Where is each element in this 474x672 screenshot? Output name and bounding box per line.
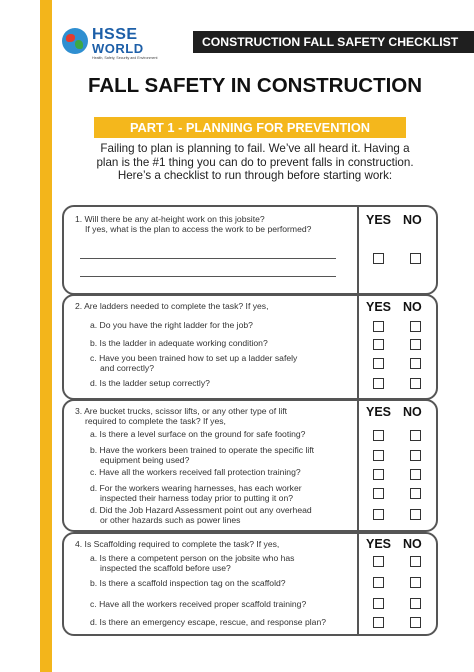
question-1 bbox=[75, 215, 311, 234]
sub-question bbox=[90, 484, 302, 503]
no-header: NO bbox=[403, 213, 422, 227]
sub-question-text: b. Have the workers been trained to operate the specific lift bbox=[90, 445, 315, 455]
yes-checkbox[interactable] bbox=[373, 430, 384, 441]
question-4: 4. Is Scaffolding required to complete the task? If yes, bbox=[75, 539, 280, 549]
sub-question bbox=[90, 554, 294, 573]
yes-checkbox[interactable] bbox=[373, 509, 384, 520]
yes-checkbox[interactable] bbox=[373, 253, 384, 264]
checklist-section-2 bbox=[62, 294, 438, 400]
no-checkbox[interactable] bbox=[410, 253, 421, 264]
intro-line: plan is the #1 thing you can do to prevent falls in construction. bbox=[96, 155, 414, 169]
sub-question: d. Is there an emergency escape, rescue, and response plan? bbox=[90, 617, 326, 627]
sub-question: d. Is the ladder setup correctly? bbox=[90, 378, 210, 388]
checklist-section-1 bbox=[62, 205, 438, 295]
question-text: required to complete the task? If yes, bbox=[85, 415, 226, 426]
no-checkbox[interactable] bbox=[410, 509, 421, 520]
sub-question-text: d. For the workers wearing harnesses, has each worker bbox=[90, 483, 302, 493]
sub-question: b. Is there a scaffold inspection tag on the scaffold? bbox=[90, 578, 286, 588]
sub-question-text: a. Is there a competent person on the jobsite who has bbox=[90, 553, 295, 563]
logo-line-1: HSSE bbox=[92, 26, 138, 43]
no-header: NO bbox=[403, 405, 422, 419]
sub-question-text: and correctly? bbox=[100, 362, 154, 373]
yes-header: YES bbox=[366, 213, 392, 227]
intro-line: Here’s a checklist to run through before starting work: bbox=[117, 169, 393, 182]
intro-paragraph bbox=[60, 142, 450, 183]
no-checkbox[interactable] bbox=[410, 617, 421, 628]
checklist-section-4 bbox=[62, 532, 438, 636]
sub-question: a. Is there a level surface on the ground for safe footing? bbox=[90, 429, 306, 439]
question-3 bbox=[75, 407, 287, 426]
part-heading: PART 1 - PLANNING FOR PREVENTION bbox=[94, 117, 406, 138]
no-checkbox[interactable] bbox=[410, 577, 421, 588]
page-title: FALL SAFETY IN CONSTRUCTION bbox=[87, 74, 423, 97]
sub-question: c. Have all the workers received proper scaffold training? bbox=[90, 599, 307, 609]
sub-question bbox=[90, 354, 297, 373]
yes-checkbox[interactable] bbox=[373, 378, 384, 389]
column-divider bbox=[357, 207, 359, 293]
no-checkbox[interactable] bbox=[410, 339, 421, 350]
sub-question-text: d. Did the Job Hazard Assessment point out any overhead bbox=[90, 505, 312, 515]
yes-checkbox[interactable] bbox=[373, 358, 384, 369]
yes-header: YES bbox=[366, 537, 392, 551]
logo-tagline: Health, Safety, Security and Environment bbox=[92, 56, 158, 60]
yes-checkbox[interactable] bbox=[373, 339, 384, 350]
question-text: 3. Are bucket trucks, scissor lifts, or any other type of lift bbox=[75, 406, 288, 416]
sub-question-text: inspected their harness today prior to putting it on? bbox=[100, 492, 293, 503]
no-checkbox[interactable] bbox=[410, 556, 421, 567]
yes-header: YES bbox=[366, 405, 392, 419]
sub-question: a. Do you have the right ladder for the job? bbox=[90, 320, 253, 330]
yes-checkbox[interactable] bbox=[373, 617, 384, 628]
no-checkbox[interactable] bbox=[410, 469, 421, 480]
sub-question: b. Is the ladder in adequate working condition? bbox=[90, 338, 268, 348]
column-divider bbox=[357, 401, 359, 530]
sidebar-accent-bar bbox=[40, 0, 52, 672]
no-checkbox[interactable] bbox=[410, 450, 421, 461]
yes-checkbox[interactable] bbox=[373, 598, 384, 609]
question-2: 2. Are ladders needed to complete the task? If yes, bbox=[75, 301, 269, 311]
no-checkbox[interactable] bbox=[410, 378, 421, 389]
hsse-world-logo bbox=[62, 26, 174, 68]
sub-question-text: c. Have you been trained how to set up a ladder safely bbox=[90, 353, 298, 363]
no-header: NO bbox=[403, 300, 422, 314]
sub-question-text: inspected the scaffold before use? bbox=[100, 562, 231, 573]
yes-checkbox[interactable] bbox=[373, 577, 384, 588]
sub-question bbox=[90, 446, 314, 465]
no-checkbox[interactable] bbox=[410, 488, 421, 499]
yes-checkbox[interactable] bbox=[373, 450, 384, 461]
sub-question-text: equipment being used? bbox=[100, 454, 190, 465]
intro-line: Failing to plan is planning to fail. We’ve all heard it. Having a bbox=[100, 142, 410, 155]
no-checkbox[interactable] bbox=[410, 358, 421, 369]
logo-line-2: WORLD bbox=[92, 41, 144, 56]
column-divider bbox=[357, 534, 359, 634]
answer-line[interactable] bbox=[80, 276, 336, 277]
question-text: 1. Will there be any at-height work on this jobsite? bbox=[75, 214, 265, 224]
yes-checkbox[interactable] bbox=[373, 321, 384, 332]
answer-line[interactable] bbox=[80, 258, 336, 259]
sub-question bbox=[90, 506, 312, 525]
document-banner: CONSTRUCTION FALL SAFETY CHECKLIST bbox=[193, 31, 474, 53]
sub-question-text: or other hazards such as power lines bbox=[100, 514, 241, 525]
no-checkbox[interactable] bbox=[410, 598, 421, 609]
globe-icon bbox=[62, 28, 88, 54]
sub-question: c. Have all the workers received fall protection training? bbox=[90, 467, 301, 477]
yes-checkbox[interactable] bbox=[373, 488, 384, 499]
no-checkbox[interactable] bbox=[410, 321, 421, 332]
no-header: NO bbox=[403, 537, 422, 551]
no-checkbox[interactable] bbox=[410, 430, 421, 441]
yes-header: YES bbox=[366, 300, 392, 314]
yes-checkbox[interactable] bbox=[373, 556, 384, 567]
question-text: If yes, what is the plan to access the work to be performed? bbox=[85, 223, 312, 234]
checklist-section-3 bbox=[62, 399, 438, 532]
yes-checkbox[interactable] bbox=[373, 469, 384, 480]
column-divider bbox=[357, 296, 359, 398]
